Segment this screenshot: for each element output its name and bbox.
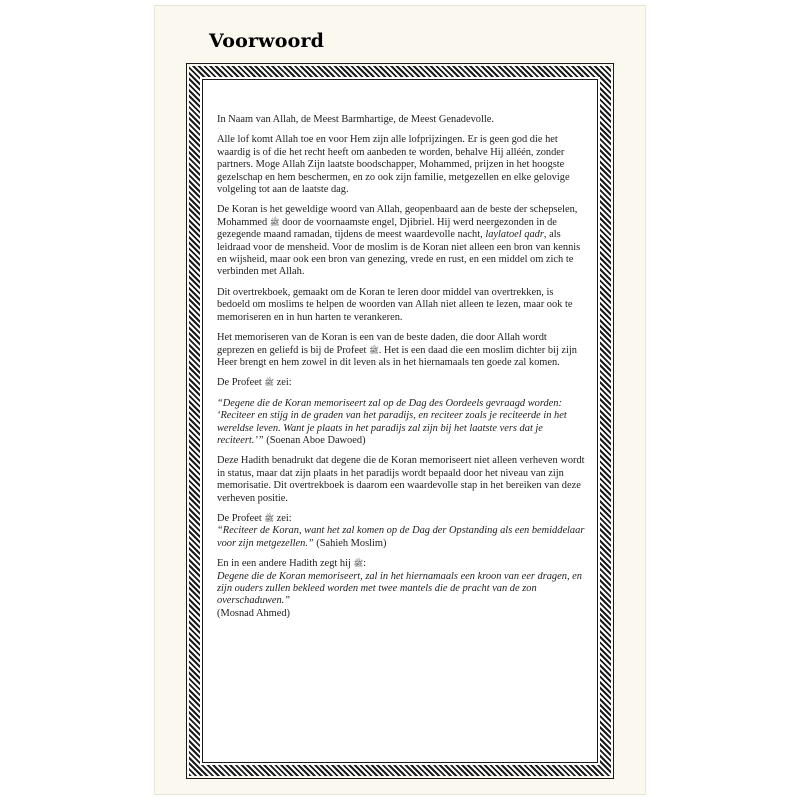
paragraph-another-hadith	[217, 558, 586, 570]
foreword-text	[217, 114, 586, 628]
text: De Profeet	[217, 377, 262, 389]
text: . Het is een daad die een moslim dichter bij zijn Heer brengt en hem zowel in dit leven als in het hiernamaals ten goede zal komen.	[217, 344, 577, 368]
hadith-quote-3	[217, 571, 586, 608]
salla-symbol: ﷺ	[269, 217, 280, 227]
paragraph-book: Dit overtrekboek, gemaakt om de Koran te leren door middel van overtrekken, is bedoeld om moslims te helpen de woorden van Allah niet alleen te lezen, maar ook te memoriseren en in hun harten te verankeren.	[217, 286, 573, 323]
text: Het memoriseren van de Koran is een van de beste daden, die door Allah wordt geprezen en geliefd is bij de Profeet	[217, 332, 547, 356]
text: door de voornaamste engel, Djibriel. Hij werd neergezonden in de gezegende maand ramadan, tijdens de meest waardevolle nacht,	[217, 216, 557, 241]
paragraph-opening: In Naam van Allah, de Meest Barmhartige, de Meest Genadevolle.	[217, 114, 494, 125]
paragraph-prophet-said-2	[217, 513, 586, 525]
salla-symbol: ﷺ	[264, 513, 274, 523]
paragraph-hadith-explained: Deze Hadith benadrukt dat degene die de Koran memoriseert niet alleen verheven wordt in status, maar dat zijn plaats in het paradijs wordt bepaald door het niveau van zijn memorisatie. Dit overtrekboek is daarom een waardevolle stap in het bereiken van deze verheven positie.	[217, 455, 585, 504]
paragraph-memorising	[217, 332, 586, 369]
page-title: Voorwoord	[209, 30, 325, 52]
text: De Koran is het geweldige woord van Allah, geopenbaard aan de beste der schepselen, Mohammed	[217, 204, 578, 228]
text: De Profeet	[217, 512, 262, 524]
hadith-quote-1	[217, 398, 586, 448]
quote-text: Degene die de Koran memoriseert, zal in het hiernamaals een kroon van eer dragen, en zijn ouders zullen bekleed worden met twee mantels die de pracht van de zon overschaduwen.”	[217, 570, 582, 607]
hadith-quote-2	[217, 525, 586, 550]
text: zei:	[276, 512, 292, 524]
salla-symbol: ﷺ	[353, 559, 364, 569]
page	[155, 6, 645, 794]
quote-text: “Reciteer de Koran, want het zal komen op de Dag der Opstanding als een bemiddelaar voor zijn metgezellen.”	[217, 525, 585, 549]
ornamental-border	[189, 66, 611, 776]
salla-symbol: ﷺ	[264, 378, 274, 388]
quote-source: (Soenan Aboe Dawoed)	[266, 434, 366, 446]
text: En in een andere Hadith zegt hij	[217, 558, 351, 570]
paragraph-praise: Alle lof komt Allah toe en voor Hem zijn alle lofprijzingen. Er is geen god die het waardig is of die het recht heeft om aanbeden te worden, behalve Hij alléén, zonder partners. Moge Allah Zijn laatste boodschapper, Mohammed, prijzen in het hoogste gezelschap en hem beschermen, en zo ook zijn familie, metgezellen en elke gelovige volgeling tot aan de laatste dag.	[217, 134, 570, 196]
text: , als leidraad voor de mensheid. Voor de moslim is de Koran niet alleen een bron van kennis en wijsheid, maar ook een bron van genezing, vrede en rust, en een middel om zich te verbinden met Allah.	[217, 229, 581, 278]
text: :	[363, 558, 367, 570]
quote-text: “Degene die de Koran memoriseert zal op de Dag des Oordeels gevraagd worden: ‘Reciteer en stijg in de graden van het paradijs, en reciteer zoals je reciteerde in het wereldse leven. Want je plaats in het paradijs zal zijn bij het laatste vers dat je reciteert.’”	[217, 397, 567, 446]
paragraph-prophet-said	[217, 377, 586, 389]
salla-symbol: ﷺ	[369, 345, 379, 355]
emphasis-text: laylatoel qadr	[485, 229, 544, 241]
quote-source: (Mosnad Ahmed)	[217, 607, 291, 619]
text: zei:	[276, 377, 292, 389]
quote-source: (Sahieh Moslim)	[316, 537, 387, 549]
paragraph-koran	[217, 204, 586, 278]
